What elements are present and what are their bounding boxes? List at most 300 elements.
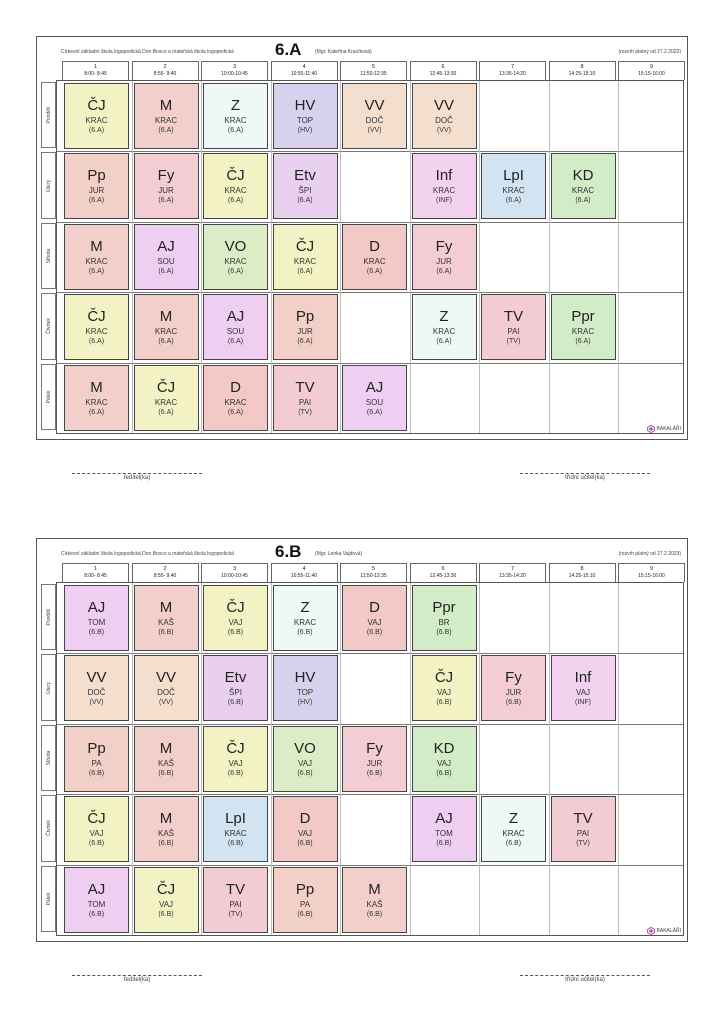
day-name: Čtvrtek (45, 318, 52, 335)
lesson-cell[interactable] (134, 655, 199, 721)
row-divider (57, 363, 683, 364)
lesson-teacher: KRAC (293, 618, 317, 627)
period-time: 13:35-14:20 (499, 573, 526, 579)
lesson-teacher: KRAC (293, 256, 317, 266)
period-time: 10:55-11:40 (290, 573, 318, 579)
lesson-group: (6.A) (575, 197, 591, 205)
row-divider (57, 653, 683, 654)
lesson-teacher: SOU (157, 256, 175, 266)
lesson-teacher: ŠPI (298, 186, 312, 196)
lesson-subject: M (159, 810, 173, 828)
period-number: 8 (580, 566, 584, 572)
signature-class-teacher (520, 473, 650, 481)
lesson-group: (6.A) (227, 197, 244, 205)
lesson-subject: Fy (157, 167, 175, 185)
lesson-subject: Z (508, 810, 519, 828)
lesson-teacher: VAJ (575, 688, 591, 698)
period-number: 1 (93, 64, 98, 70)
signature-class-teacher (520, 975, 650, 983)
period-time: 10:00-10:45 (221, 71, 248, 77)
lesson-cell[interactable] (412, 585, 477, 651)
column-divider (479, 81, 480, 433)
lesson-teacher: KRAC (85, 327, 108, 337)
bakalari-logo-text: BAKALÁŘI (656, 928, 681, 934)
day-name: Pondělí (45, 608, 52, 626)
lesson-group: (INF) (575, 699, 591, 707)
lesson-group: (6.A) (227, 127, 244, 134)
day-name: Středa (45, 248, 52, 264)
lesson-cell[interactable] (134, 224, 199, 290)
lesson-teacher: KRAC (224, 397, 247, 407)
lesson-subject: Pp (295, 880, 315, 898)
lesson-teacher: KAŠ (157, 829, 174, 839)
signature-label: ředitel(ka) (123, 977, 151, 983)
signature-line (72, 975, 202, 976)
lesson-teacher: ŠPI (229, 688, 242, 698)
period-header (201, 61, 268, 80)
lesson-teacher: VAJ (436, 758, 452, 768)
lesson-group: (6.B) (88, 840, 105, 848)
lesson-subject: ČJ (87, 97, 106, 114)
lesson-group: (6.B) (158, 629, 174, 636)
lesson-cell[interactable] (64, 365, 129, 431)
lesson-teacher: PAI (298, 397, 312, 407)
lesson-cell[interactable] (134, 83, 199, 149)
lesson-cell[interactable] (134, 726, 199, 792)
lesson-teacher: TOP (296, 116, 314, 125)
lesson-group: (6.B) (158, 840, 174, 848)
lesson-teacher: VAJ (228, 618, 243, 627)
period-time: 15:15-16:00 (638, 71, 665, 77)
signature-line (72, 473, 202, 474)
lesson-group: (6.B) (158, 910, 174, 918)
period-number: 8 (580, 64, 584, 70)
lesson-cell[interactable] (203, 365, 268, 431)
lesson-cell[interactable] (342, 585, 407, 651)
lesson-cell[interactable] (412, 726, 477, 792)
column-divider (271, 583, 272, 935)
lesson-cell[interactable] (342, 726, 407, 792)
lesson-subject: KD (572, 167, 594, 185)
lesson-subject: AJ (87, 599, 106, 616)
lesson-cell[interactable] (203, 796, 268, 862)
period-number: 2 (163, 64, 167, 70)
signature-label: třídní učitel(ka) (565, 977, 605, 983)
timetable-sheet (36, 538, 688, 942)
lesson-group: (6.B) (505, 699, 522, 707)
lesson-teacher: PA (91, 758, 102, 768)
lesson-group: (VV) (437, 127, 451, 134)
lesson-cell[interactable] (342, 365, 407, 431)
lesson-subject: HV (294, 669, 316, 687)
bakalari-logo (647, 927, 681, 935)
lesson-cell[interactable] (273, 153, 338, 219)
lesson-teacher: DOČ (435, 116, 453, 125)
period-header (549, 563, 616, 582)
lesson-cell[interactable] (64, 796, 129, 862)
lesson-teacher: KAŠ (157, 618, 174, 627)
lesson-cell[interactable] (412, 294, 477, 360)
period-time: 12:45-13:30 (429, 71, 457, 77)
period-header (340, 563, 407, 582)
lesson-teacher: PA (299, 899, 311, 909)
signature-label: ředitel(ka) (123, 475, 151, 481)
lesson-subject: VO (224, 237, 247, 255)
lesson-group: (6.A) (575, 338, 591, 346)
lesson-cell[interactable] (64, 726, 129, 792)
lesson-subject: M (368, 880, 381, 898)
lesson-cell[interactable] (412, 655, 477, 721)
lesson-cell[interactable] (481, 796, 546, 862)
lesson-cell[interactable] (412, 153, 477, 219)
lesson-group: (TV) (228, 910, 243, 918)
lesson-subject: ČJ (156, 378, 176, 396)
lesson-subject: VV (155, 669, 176, 687)
lesson-cell[interactable] (342, 867, 407, 933)
day-label (41, 584, 56, 650)
schedule-grid (56, 582, 684, 936)
lesson-cell[interactable] (412, 796, 477, 862)
lesson-subject: VV (433, 97, 454, 114)
lesson-subject: Ppr (571, 308, 595, 326)
lesson-group: (6.A) (88, 338, 105, 346)
lesson-group: (6.B) (297, 840, 313, 848)
class-teacher: (Mgr. Kateřina Kracíková) (315, 49, 372, 55)
day-label (41, 654, 56, 720)
lesson-teacher: DOČ (365, 116, 384, 125)
period-header (271, 61, 338, 80)
column-divider (132, 81, 133, 433)
lesson-teacher: SOU (365, 397, 384, 407)
lesson-teacher: PAI (229, 899, 242, 909)
lesson-group: (TV) (298, 408, 312, 416)
lesson-subject: Etv (294, 167, 316, 185)
lesson-group: (6.A) (436, 338, 452, 346)
lesson-cell[interactable] (64, 83, 129, 149)
period-number: 5 (371, 566, 376, 572)
lesson-subject: ČJ (226, 599, 245, 616)
lesson-group: (6.A) (366, 408, 383, 416)
class-title: 6.B (275, 542, 302, 561)
lesson-cell[interactable] (134, 867, 199, 933)
day-name: Pátek (45, 390, 52, 404)
day-label (41, 725, 56, 791)
period-header (132, 563, 199, 582)
lesson-subject: VV (364, 97, 385, 114)
lesson-subject: VV (86, 669, 107, 687)
lesson-group: (6.A) (88, 127, 105, 134)
validity-note: (rozvrh platný od 27.2.2023) (618, 49, 681, 55)
period-time: 14:25-15:10 (568, 573, 596, 579)
lesson-cell[interactable] (203, 224, 268, 290)
lesson-group: (6.A) (505, 197, 522, 205)
lesson-subject: ČJ (434, 669, 454, 687)
row-divider (57, 222, 683, 223)
lesson-teacher: KRAC (224, 116, 247, 125)
column-divider (132, 583, 133, 935)
lesson-cell[interactable] (273, 796, 338, 862)
lesson-cell[interactable] (64, 294, 129, 360)
lesson-teacher: KRAC (85, 397, 108, 407)
lesson-cell[interactable] (551, 294, 616, 360)
period-header (479, 563, 546, 582)
lesson-group: (6.B) (158, 769, 174, 777)
lesson-cell[interactable] (273, 726, 338, 792)
column-divider (410, 81, 411, 433)
lesson-cell[interactable] (273, 224, 338, 290)
lesson-teacher: KRAC (432, 186, 456, 196)
lesson-teacher: TOM (87, 899, 106, 909)
lesson-group: (6.B) (227, 840, 244, 848)
lesson-group: (INF) (436, 197, 452, 205)
lesson-group: (6.B) (436, 769, 452, 777)
row-divider (57, 865, 683, 866)
lesson-subject: Pp (87, 167, 106, 185)
lesson-group: (6.B) (366, 910, 383, 918)
period-time: 13:35-14:20 (499, 71, 526, 77)
lesson-subject: ČJ (87, 810, 106, 828)
lesson-group: (6.A) (88, 267, 105, 275)
lesson-group: (6.A) (88, 197, 105, 205)
lesson-cell[interactable] (412, 83, 477, 149)
lesson-cell[interactable] (203, 83, 268, 149)
lesson-teacher: KRAC (154, 397, 178, 407)
lesson-cell[interactable] (273, 655, 338, 721)
lesson-teacher: PAI (576, 829, 590, 839)
period-header (618, 563, 685, 582)
lesson-group: (6.B) (297, 910, 313, 918)
lesson-teacher: VAJ (89, 829, 104, 839)
lesson-cell[interactable] (64, 655, 129, 721)
period-time: 14:25-15:10 (568, 71, 596, 77)
signature-principal (72, 473, 202, 481)
period-header (62, 61, 129, 80)
period-number: 3 (232, 64, 237, 70)
period-number: 6 (441, 64, 445, 70)
column-divider (201, 583, 202, 935)
lesson-subject: LpI (225, 810, 246, 828)
lesson-group: (6.A) (88, 408, 105, 416)
lesson-teacher: VAJ (436, 688, 452, 698)
day-label (41, 223, 56, 289)
lesson-group: (6.B) (88, 910, 105, 918)
lesson-group: (6.A) (366, 267, 383, 275)
day-name: Středa (45, 750, 52, 766)
lesson-group: (6.B) (436, 840, 452, 848)
day-label (41, 364, 56, 430)
lesson-group: (6.A) (158, 197, 174, 205)
lesson-group: (HV) (297, 699, 313, 707)
day-label (41, 293, 56, 359)
class-title: 6.A (275, 40, 302, 59)
lesson-subject: D (369, 237, 380, 255)
lesson-subject: D (230, 378, 241, 396)
lesson-group: (6.A) (297, 267, 313, 275)
period-time: 8:55- 9:40 (153, 573, 177, 579)
lesson-cell[interactable] (64, 224, 129, 290)
lesson-cell[interactable] (551, 796, 616, 862)
column-divider (479, 583, 480, 935)
lesson-group: (HV) (297, 127, 313, 134)
lesson-subject: TV (225, 880, 246, 898)
lesson-cell[interactable] (481, 153, 546, 219)
lesson-teacher: TOP (296, 688, 314, 698)
column-divider (201, 81, 202, 433)
lesson-cell[interactable] (203, 294, 268, 360)
lesson-group: (6.A) (436, 267, 452, 275)
lesson-cell[interactable] (412, 224, 477, 290)
lesson-cell[interactable] (551, 153, 616, 219)
period-number: 1 (93, 566, 98, 572)
lesson-cell[interactable] (203, 726, 268, 792)
lesson-cell[interactable] (64, 153, 129, 219)
lesson-teacher: PAI (507, 327, 520, 337)
lesson-subject: M (159, 308, 173, 326)
validity-note: (rozvrh platný od 27.2.2023) (618, 551, 681, 557)
lesson-cell[interactable] (134, 796, 199, 862)
lesson-cell[interactable] (134, 585, 199, 651)
lesson-subject: TV (573, 810, 593, 828)
lesson-subject: D (369, 599, 380, 616)
lesson-cell[interactable] (203, 655, 268, 721)
lesson-subject: M (159, 739, 173, 757)
lesson-subject: M (90, 237, 103, 255)
lesson-cell[interactable] (273, 585, 338, 651)
lesson-teacher: VAJ (228, 758, 243, 768)
signature-label: třídní učitel(ka) (565, 475, 605, 481)
lesson-group: (6.B) (227, 769, 244, 777)
lesson-teacher: KRAC (571, 327, 595, 337)
lesson-cell[interactable] (64, 585, 129, 651)
bakalari-logo-icon (647, 927, 655, 935)
day-name: Pátek (45, 892, 52, 906)
period-number: 2 (163, 566, 167, 572)
class-teacher: (Mgr. Lenka Vajdová) (315, 551, 363, 557)
lesson-subject: ČJ (226, 167, 245, 185)
signature-principal (72, 975, 202, 983)
lesson-cell[interactable] (273, 365, 338, 431)
lesson-subject: LpI (503, 167, 524, 185)
lesson-subject: AJ (87, 880, 106, 898)
row-divider (57, 292, 683, 293)
lesson-cell[interactable] (134, 294, 199, 360)
day-label (41, 866, 56, 932)
lesson-subject: M (159, 97, 173, 114)
lesson-subject: ČJ (295, 237, 315, 255)
lesson-subject: Fy (505, 669, 522, 687)
lesson-group: (6.B) (88, 769, 105, 777)
lesson-teacher: VAJ (367, 618, 382, 627)
lesson-subject: VO (294, 739, 316, 757)
day-name: Pondělí (45, 106, 52, 124)
lesson-cell[interactable] (134, 365, 199, 431)
lesson-teacher: JUR (436, 256, 452, 266)
day-name: Čtvrtek (45, 820, 52, 837)
lesson-cell[interactable] (203, 585, 268, 651)
lesson-teacher: KRAC (85, 116, 108, 125)
lesson-subject: Fy (435, 237, 453, 255)
lesson-cell[interactable] (273, 83, 338, 149)
lesson-teacher: KRAC (224, 829, 247, 839)
lesson-cell[interactable] (273, 294, 338, 360)
lesson-teacher: KRAC (154, 116, 178, 125)
day-name: Úterý (45, 179, 52, 192)
lesson-teacher: KAŠ (366, 899, 383, 909)
lesson-group: (6.B) (366, 629, 383, 636)
lesson-subject: KD (433, 739, 455, 757)
lesson-teacher: SOU (226, 327, 245, 337)
lesson-teacher: KRAC (224, 256, 247, 266)
lesson-teacher: VAJ (297, 758, 313, 768)
lesson-subject: AJ (157, 237, 175, 255)
lesson-teacher: VAJ (297, 829, 313, 839)
lesson-teacher: JUR (88, 186, 105, 196)
lesson-group: (6.A) (158, 408, 174, 416)
lesson-cell[interactable] (342, 83, 407, 149)
lesson-cell[interactable] (551, 655, 616, 721)
lesson-cell[interactable] (134, 153, 199, 219)
period-header (340, 61, 407, 80)
lesson-subject: Z (439, 308, 449, 326)
lesson-teacher: DOČ (157, 688, 175, 698)
lesson-subject: ČJ (156, 880, 176, 898)
lesson-cell[interactable] (203, 153, 268, 219)
period-header (410, 563, 477, 582)
lesson-cell[interactable] (342, 224, 407, 290)
lesson-subject: TV (295, 378, 315, 396)
lesson-subject: HV (294, 97, 316, 114)
lesson-subject: Inf (574, 669, 592, 687)
lesson-cell[interactable] (64, 867, 129, 933)
lesson-cell[interactable] (273, 867, 338, 933)
lesson-cell[interactable] (481, 294, 546, 360)
lesson-subject: TV (503, 308, 524, 326)
lesson-group: (6.B) (227, 629, 244, 636)
period-header (618, 61, 685, 80)
period-time: 15:15-16:00 (638, 573, 665, 579)
lesson-subject: D (299, 810, 311, 828)
lesson-teacher: JUR (505, 688, 522, 698)
lesson-group: (6.B) (436, 699, 452, 707)
period-time: 8:00- 8:45 (84, 71, 107, 77)
period-time: 12:45-13:30 (429, 573, 457, 579)
period-number: 3 (232, 566, 237, 572)
lesson-subject: Pp (87, 739, 106, 757)
lesson-teacher: KRAC (363, 256, 386, 266)
lesson-group: (VV) (159, 699, 173, 707)
lesson-subject: Fy (366, 739, 383, 757)
lesson-cell[interactable] (481, 655, 546, 721)
column-divider (549, 583, 550, 935)
period-number: 5 (371, 64, 376, 70)
period-header (271, 563, 338, 582)
period-header (62, 563, 129, 582)
lesson-teacher: DOČ (87, 688, 106, 698)
period-header (479, 61, 546, 80)
lesson-cell[interactable] (203, 867, 268, 933)
row-divider (57, 794, 683, 795)
lesson-group: (6.A) (158, 338, 174, 346)
lesson-teacher: KRAC (432, 327, 456, 337)
lesson-group: (6.B) (366, 769, 383, 777)
period-number: 7 (510, 64, 515, 70)
period-header (410, 61, 477, 80)
lesson-group: (6.B) (505, 840, 522, 848)
lesson-group: (6.B) (297, 629, 313, 636)
lesson-group: (6.A) (297, 338, 313, 346)
lesson-subject: Etv (224, 669, 247, 687)
lesson-subject: M (90, 378, 103, 396)
